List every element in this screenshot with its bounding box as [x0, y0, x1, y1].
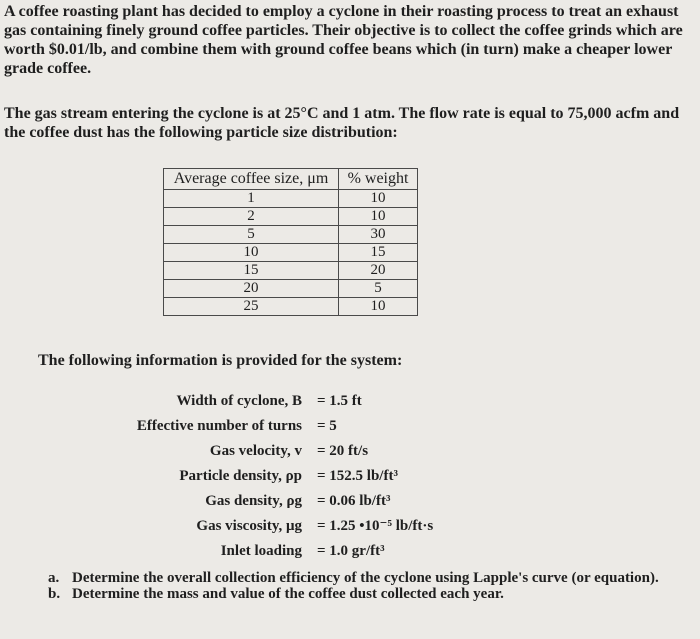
column-header-weight: % weight	[339, 169, 418, 190]
param-value-inlet-loading: = 1.0 gr/ft³	[317, 543, 385, 559]
column-header-size: Average coffee size, μm	[164, 169, 339, 190]
weight-cell: 10	[339, 298, 418, 316]
table-row	[164, 190, 418, 208]
size-cell: 15	[164, 262, 339, 280]
info-heading: The following information is provided for the system:	[38, 352, 403, 369]
weight-cell: 15	[339, 244, 418, 262]
size-cell: 20	[164, 280, 339, 298]
table-row	[164, 226, 418, 244]
task-item	[38, 570, 678, 586]
stream-paragraph: The gas stream entering the cyclone is at 25°C and 1 atm. The flow rate is equal to 75,000 acfm and the coffee dust has the following particle size distribution:	[4, 105, 680, 141]
param-value-gas-velocity: = 20 ft/s	[317, 443, 369, 459]
weight-cell: 5	[339, 280, 418, 298]
table-row	[164, 262, 418, 280]
weight-cell: 30	[339, 226, 418, 244]
size-cell: 2	[164, 208, 339, 226]
size-cell: 1	[164, 190, 339, 208]
intro-paragraph: A coffee roasting plant has decided to employ a cyclone in their roasting process to treat an exhaust gas containing finely ground coffee particles. Their objective is to collect the coffee grinds which are worth $0.01/lb, and combine them with ground coffee beans which (in turn) make a cheaper lower grade coffee.	[4, 3, 683, 77]
weight-cell: 20	[339, 262, 418, 280]
table-row	[164, 208, 418, 226]
task-marker: b.	[48, 586, 61, 602]
document-page: A coffee roasting plant has decided to employ a cyclone in their roasting process to treat an exhaust gas containing finely ground coffee particles. Their objective is to collect the coffee grinds which are worth $0.01/lb, and combine them with ground coffee beans which (in turn) make a cheaper lower grade coffee. The gas stream entering the cyclone is at 25°C and 1 atm. The flow rate is equal to 75,000 acfm and the coffee dust has the following particle size distribution: Average coffee size, μm % weight 1 10 2 10 5 30 10 15 15 20 20 5 25 10 The following information is provided for the system: Width of cyclone, B = 1.5 ft Effective number of turns = 5 Gas velocity, v = 20 ft/s Particle density, ρp = 152.5 lb/ft³ Gas density, ρg = 0.06 lb/ft³ Gas viscosity, μg = 1.25 •10⁻⁵ lb/ft·s Inlet loading = 1.0 gr/ft³ a. Determine the overall collection efficiency of the cyclone using Lapple's curve (or equation). b. Determine the mass and value of the coffee dust collected each year.	[0, 0, 700, 639]
task-marker: a.	[48, 570, 60, 586]
task-list	[38, 570, 678, 602]
table-row	[164, 280, 418, 298]
weight-cell: 10	[339, 208, 418, 226]
param-value-width: = 1.5 ft	[317, 393, 362, 409]
table-row	[164, 244, 418, 262]
task-item	[38, 586, 678, 602]
table-header-row	[164, 169, 418, 190]
param-value-gas-viscosity: = 1.25 •10⁻⁵ lb/ft·s	[317, 518, 434, 534]
size-cell: 5	[164, 226, 339, 244]
weight-cell: 10	[339, 190, 418, 208]
particle-size-table	[163, 168, 418, 316]
param-value-turns: = 5	[317, 418, 337, 434]
param-value-particle-density: = 152.5 lb/ft³	[317, 468, 398, 484]
task-text: Determine the overall collection efficiency of the cyclone using Lapple's curve (or equation).	[72, 570, 659, 586]
size-cell: 25	[164, 298, 339, 316]
param-value-gas-density: = 0.06 lb/ft³	[317, 493, 391, 509]
size-cell: 10	[164, 244, 339, 262]
table-row	[164, 298, 418, 316]
task-text: Determine the mass and value of the coffee dust collected each year.	[72, 586, 504, 602]
